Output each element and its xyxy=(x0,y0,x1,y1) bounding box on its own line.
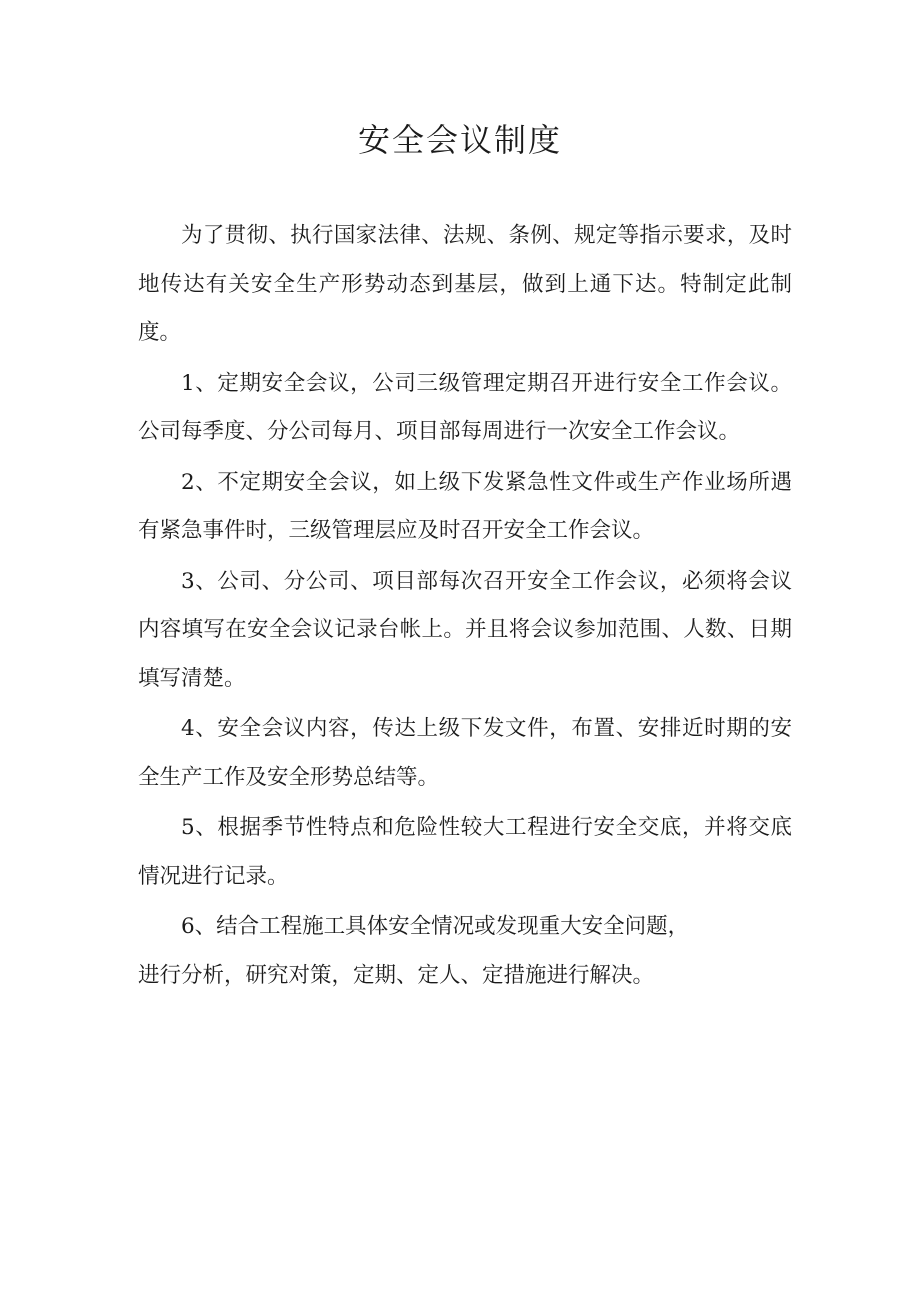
rule-item-4: 4、安全会议内容，传达上级下发文件，布置、安排近时期的安全生产工作及安全形势总结等。 xyxy=(138,716,792,790)
document-title: 安全会议制度 xyxy=(357,121,562,159)
document-body xyxy=(138,212,792,1002)
rule-item-1: 1、定期安全会议，公司三级管理定期召开进行安全工作会议。公司每季度、分公司每月、项目部每周进行一次安全工作会议。 xyxy=(138,370,792,444)
rule-item-6 xyxy=(138,903,792,1000)
rule-item-6-line-1: 6、结合工程施工具体安全情况或发现重大安全问题， xyxy=(181,914,690,939)
rule-item-2: 2、不定期安全会议，如上级下发紧急性文件或生产作业场所遇有紧急事件时，三级管理层应及时召开安全工作会议。 xyxy=(138,469,792,543)
rule-item-3: 3、公司、分公司、项目部每次召开安全工作会议，必须将会议内容填写在安全会议记录台帐上。并且将会议参加范围、人数、日期填写清楚。 xyxy=(138,568,792,691)
rule-item-6-line-2: 进行分析，研究对策，定期、定人、定措施进行解决。 xyxy=(138,962,655,988)
rule-item-5: 5、根据季节性特点和危险性较大工程进行安全交底，并将交底情况进行记录。 xyxy=(138,815,792,889)
intro-paragraph: 为了贯彻、执行国家法律、法规、条例、规定等指示要求，及时地传达有关安全生产形势动态到基层，做到上通下达。特制定此制度。 xyxy=(138,223,792,345)
